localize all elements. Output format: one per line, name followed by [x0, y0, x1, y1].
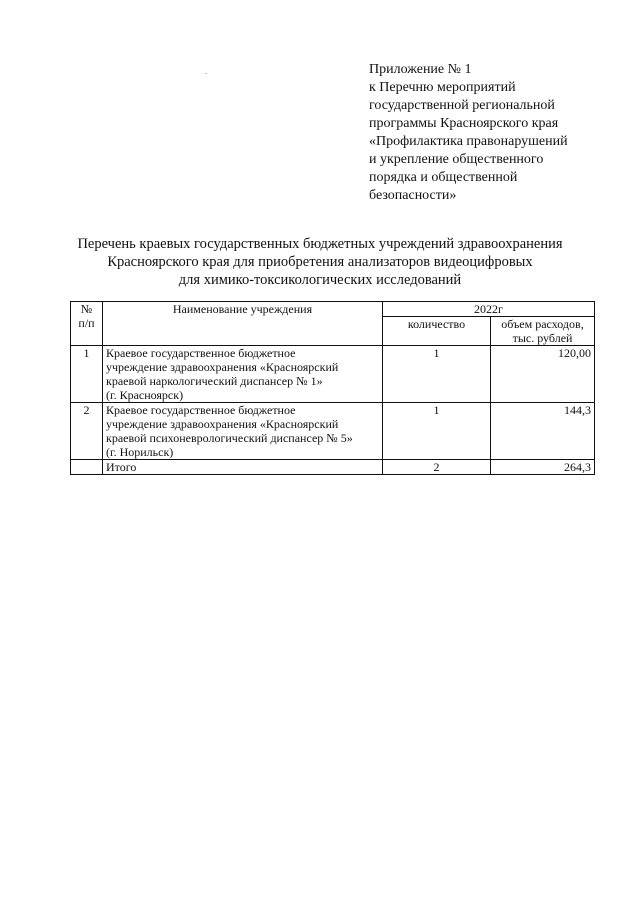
header-quantity: количество	[383, 317, 491, 346]
header-number	[71, 302, 103, 346]
name-line: Краевое государственное бюджетное	[106, 403, 296, 417]
row-institution-name	[103, 403, 383, 460]
appendix-line: и укрепление общественного	[369, 152, 544, 167]
table-row	[71, 346, 595, 403]
total-label: Итого	[103, 460, 383, 475]
name-line: (г. Красноярск)	[106, 388, 184, 402]
name-line: учреждение здравоохранения «Красноярский	[106, 360, 339, 374]
row-quantity: 1	[383, 403, 491, 460]
institutions-table	[70, 301, 595, 475]
row-quantity: 1	[383, 346, 491, 403]
row-number: 2	[71, 403, 103, 460]
name-line: (г. Норильск)	[106, 445, 174, 459]
name-line: краевой наркологический диспансер № 1»	[106, 374, 323, 388]
table-total-row	[71, 460, 595, 475]
appendix-line: государственной региональной	[369, 98, 555, 113]
name-line: краевой психоневрологический диспансер № 5»	[106, 431, 353, 445]
header-cost-line1: объем расходов,	[501, 317, 584, 331]
total-cost: 264,3	[491, 460, 595, 475]
appendix-line: программы Красноярского края	[369, 116, 559, 131]
header-cost	[491, 317, 595, 346]
header-number-line2: п/п	[78, 316, 95, 330]
name-line: Краевое государственное бюджетное	[106, 346, 296, 360]
appendix-note	[369, 61, 619, 205]
header-number-line1: №	[80, 302, 93, 316]
row-institution-name	[103, 346, 383, 403]
row-number: 1	[71, 346, 103, 403]
total-number-cell	[71, 460, 103, 475]
row-cost: 120,00	[491, 346, 595, 403]
name-line: учреждение здравоохранения «Красноярский	[106, 417, 339, 431]
scan-artifact	[205, 73, 207, 74]
title-line: для химико-токсикологических исследований	[178, 272, 462, 288]
appendix-line: «Профилактика правонарушений	[369, 134, 568, 149]
row-cost: 144,3	[491, 403, 595, 460]
table-row	[71, 403, 595, 460]
table-header-row	[71, 302, 595, 317]
appendix-line: порядка и общественной	[369, 170, 518, 185]
appendix-line: Приложение № 1	[369, 62, 472, 77]
header-cost-line2: тыс. рублей	[512, 331, 573, 345]
header-name: Наименование учреждения	[103, 302, 383, 346]
appendix-line: безопасности»	[369, 188, 457, 203]
title-line: Красноярского края для приобретения анализаторов видеоцифровых	[107, 254, 533, 270]
total-quantity: 2	[383, 460, 491, 475]
appendix-line: к Перечню мероприятий	[369, 80, 516, 95]
document-title	[40, 235, 600, 289]
title-line: Перечень краевых государственных бюджетных учреждений здравоохранения	[77, 236, 563, 252]
header-year: 2022г	[383, 302, 595, 317]
